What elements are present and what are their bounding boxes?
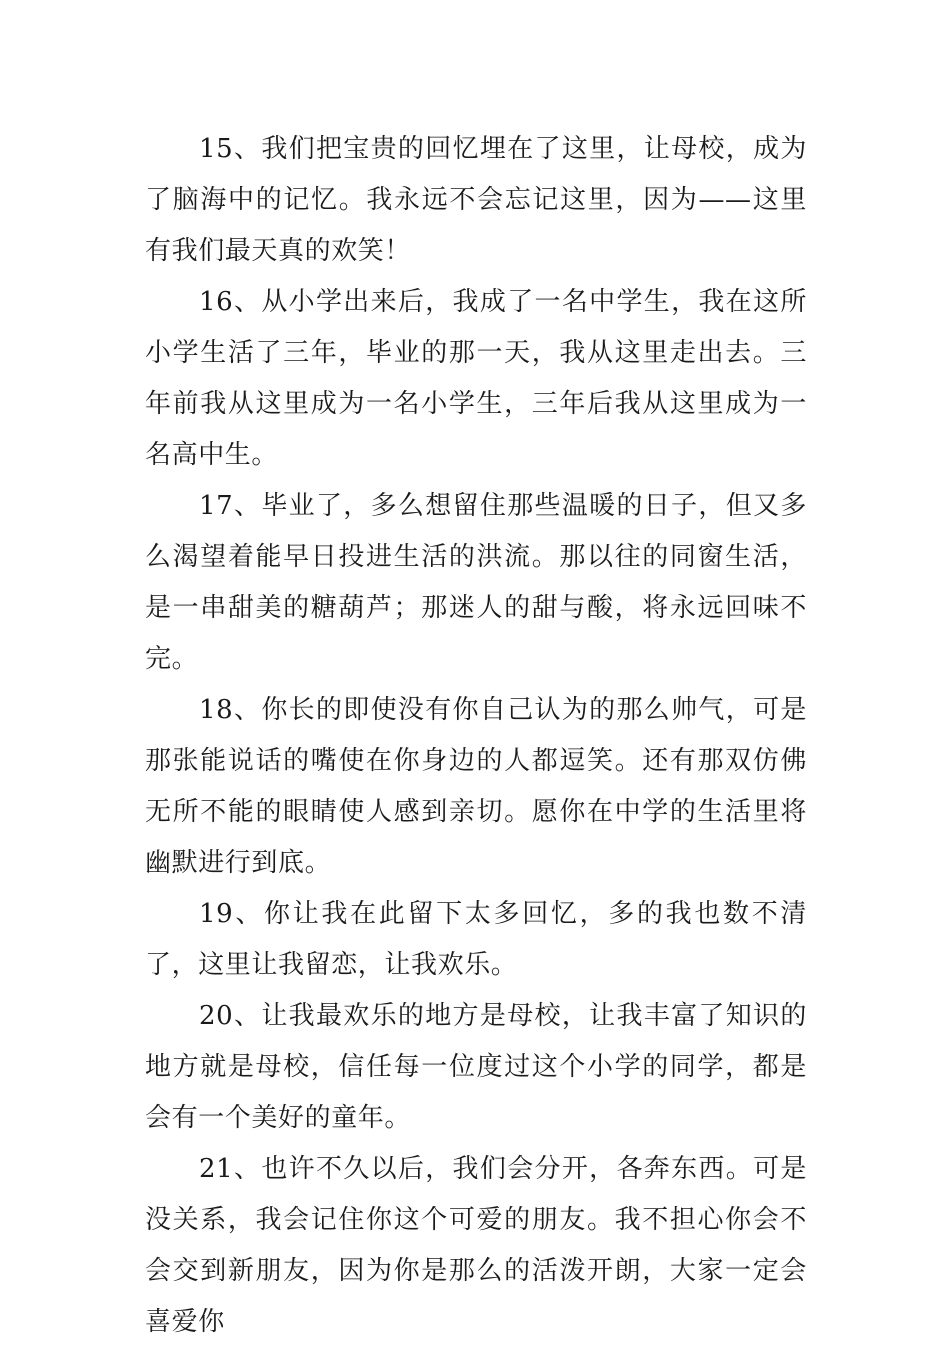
paragraph-20: 20、让我最欢乐的地方是母校，让我丰富了知识的地方就是母校，信任每一位度过这个小学的同学，都是会有一个美好的童年。: [145, 1001, 807, 1133]
paragraph-17: 17、毕业了，多么想留住那些温暖的日子，但又多么渴望着能早日投进生活的洪流。那以往的同窗生活，是一串甜美的糖葫芦；那迷人的甜与酸，将永远回味不完。: [145, 491, 807, 674]
document-body: [145, 124, 807, 1348]
paragraph-21: 21、也许不久以后，我们会分开，各奔东西。可是没关系，我会记住你这个可爱的朋友。我不担心你会不会交到新朋友，因为你是那么的活泼开朗，大家一定会喜爱你: [145, 1154, 807, 1337]
paragraph-15: 15、我们把宝贵的回忆埋在了这里，让母校，成为了脑海中的记忆。我永远不会忘记这里，因为——这里有我们最天真的欢笑！: [145, 134, 807, 266]
paragraph-16: 16、从小学出来后，我成了一名中学生，我在这所小学生活了三年，毕业的那一天，我从这里走出去。三年前我从这里成为一名小学生，三年后我从这里成为一名高中生。: [145, 287, 807, 470]
paragraph-18: 18、你长的即使没有你自己认为的那么帅气，可是那张能说话的嘴使在你身边的人都逗笑。还有那双仿佛无所不能的眼睛使人感到亲切。愿你在中学的生活里将幽默进行到底。: [145, 695, 807, 878]
paragraph-19: 19、你让我在此留下太多回忆，多的我也数不清了，这里让我留恋，让我欢乐。: [145, 899, 807, 980]
